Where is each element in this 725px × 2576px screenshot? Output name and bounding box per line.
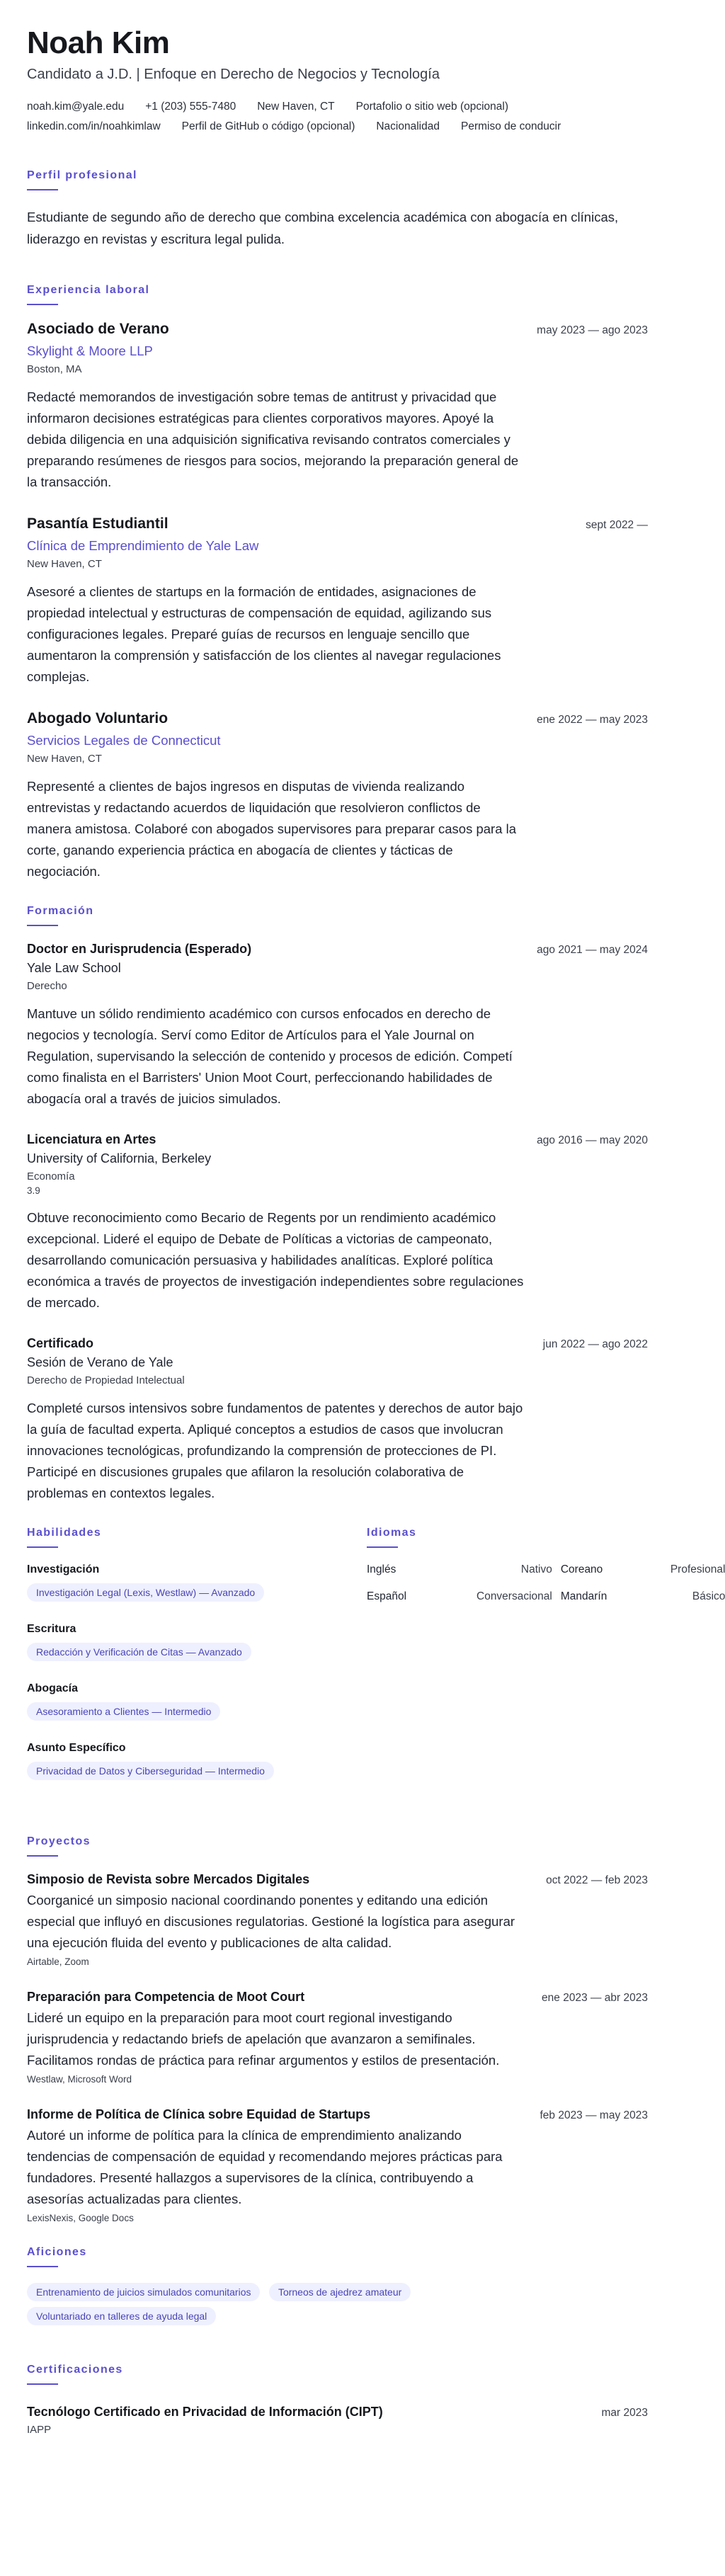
experience-entry xyxy=(27,321,648,493)
school-name: Yale Law School xyxy=(27,961,121,975)
degree-title: Licenciatura en Artes xyxy=(27,1132,156,1146)
section-title: Idiomas xyxy=(367,1527,417,1539)
education-description: Mantuve un sólido rendimiento académico con cursos enfocados en derecho de negocios y tecnología. Serví como Editor de Artículos para el Yale Journal on Regulation, supervisando la selección de contenido y procesos de edición. Competí como finalista en el Barristers' Union Moot Court, perfeccionando habilidades de abogacía oral a través de juicios simulados. xyxy=(27,1006,513,1106)
skill-group xyxy=(27,1563,367,1607)
section-divider xyxy=(27,1855,58,1857)
skill-tag: Redacción y Verificación de Citas — Avanzado xyxy=(27,1643,251,1661)
education-description: Completé cursos intensivos sobre fundamentos de patentes y derechos de autor bajo la guía de facultad experta. Apliqué conceptos a estudios de casos que involucran innovaciones tecnológicas, profundizando la comprensión de protecciones de PI. Participé en discusiones grupales que afilaron la resolución colaborativa de problemas en contextos legales. xyxy=(27,1401,523,1500)
education-section xyxy=(27,905,648,1504)
skill-group xyxy=(27,1623,367,1667)
experience-section xyxy=(27,284,648,882)
resume-header xyxy=(27,25,648,137)
job-title: Abogado Voluntario xyxy=(27,710,169,726)
contact-linkedin[interactable]: linkedin.com/in/noahkimlaw xyxy=(27,120,161,132)
project-name: Informe de Política de Clínica sobre Equidad de Startups xyxy=(27,2107,371,2121)
skill-category: Investigación xyxy=(27,1563,100,1575)
section-divider xyxy=(27,2266,58,2267)
project-tools: Airtable, Zoom xyxy=(27,1956,89,1967)
skill-tag: Privacidad de Datos y Ciberseguridad — Intermedio xyxy=(27,1762,274,1780)
summary-section xyxy=(27,169,648,250)
education-dates: ago 2016 — may 2020 xyxy=(537,1134,648,1146)
section-divider xyxy=(367,1546,398,1548)
section-title: Proyectos xyxy=(27,1835,91,1847)
certification-issuer: IAPP xyxy=(27,2424,52,2436)
job-location: Boston, MA xyxy=(27,363,82,375)
experience-entry xyxy=(27,515,648,688)
hobby-tag: Entrenamiento de juicios simulados comunitarios xyxy=(27,2283,260,2301)
project-tools: Westlaw, Microsoft Word xyxy=(27,2074,132,2085)
field-of-study: Economía xyxy=(27,1170,75,1182)
hobby-tag: Voluntariado en talleres de ayuda legal xyxy=(27,2307,216,2325)
hobbies-section xyxy=(27,2246,648,2331)
education-entry xyxy=(27,1132,648,1313)
section-title: Experiencia laboral xyxy=(27,284,150,296)
job-dates: sept 2022 — xyxy=(586,519,648,531)
language-name: Español xyxy=(367,1590,407,1602)
certification-entry xyxy=(27,2405,648,2436)
hobby-tag: Torneos de ajedrez amateur xyxy=(269,2283,411,2301)
contact-row-1 xyxy=(27,97,648,117)
language-level: Básico xyxy=(692,1590,725,1602)
education-entry xyxy=(27,942,648,1110)
language-name: Mandarín xyxy=(560,1590,607,1602)
language-level: Profesional xyxy=(670,1563,725,1575)
project-dates: feb 2023 — may 2023 xyxy=(540,2109,648,2121)
education-entry xyxy=(27,1336,648,1504)
project-entry xyxy=(27,1872,648,1967)
job-description: Representé a clientes de bajos ingresos en disputas de vivienda realizando entrevistas y redactando acuerdos de liquidación que resolvieron conflictos de manera amistosa. Colaboré con abogados supervisores para preparar casos para la corte, ganando experiencia práctica en abogacía de clientes y tácticas de negociación. xyxy=(27,779,517,879)
language-name: Inglés xyxy=(367,1563,396,1575)
candidate-headline: Candidato a J.D. | Enfoque en Derecho de Negocios y Tecnología xyxy=(27,67,440,82)
degree-title: Doctor en Jurisprudencia (Esperado) xyxy=(27,942,252,956)
section-divider xyxy=(27,925,58,926)
skill-group xyxy=(27,1742,367,1786)
contact-nationality: Nacionalidad xyxy=(376,120,440,132)
job-dates: may 2023 — ago 2023 xyxy=(537,324,648,336)
project-dates: ene 2023 — abr 2023 xyxy=(542,1992,648,2004)
project-entry xyxy=(27,1990,648,2085)
skills-languages-row xyxy=(27,1527,725,1801)
skill-category: Abogacía xyxy=(27,1682,79,1694)
language-level: Conversacional xyxy=(476,1590,552,1602)
contact-license: Permiso de conducir xyxy=(460,120,561,132)
project-description: Coorganicé un simposio nacional coordinando ponentes y editando una edición especial que influyó en discusiones regulatorias. Gestioné la logística para asegurar una ejecución fluida del evento y publicaciones de alta calidad. xyxy=(27,1893,515,1950)
project-name: Preparación para Competencia de Moot Court xyxy=(27,1990,305,2004)
contact-location: New Haven, CT xyxy=(257,101,335,113)
project-name: Simposio de Revista sobre Mercados Digitales xyxy=(27,1872,310,1886)
gpa-value: 3.9 xyxy=(27,1185,40,1196)
field-of-study: Derecho de Propiedad Intelectual xyxy=(27,1374,185,1386)
project-tools: LexisNexis, Google Docs xyxy=(27,2213,134,2223)
section-title: Habilidades xyxy=(27,1527,102,1539)
languages-grid xyxy=(367,1563,725,1603)
projects-section xyxy=(27,1835,648,2223)
contact-email[interactable]: noah.kim@yale.edu xyxy=(27,101,125,113)
section-title: Aficiones xyxy=(27,2246,87,2258)
languages-section xyxy=(367,1527,725,1801)
candidate-name: Noah Kim xyxy=(27,25,170,60)
language-level: Nativo xyxy=(520,1563,552,1575)
job-description: Redacté memorandos de investigación sobre temas de antitrust y privacidad que informaron decisiones estratégicas para clientes corporativos mayores. Apoyé la debida diligencia en una adquisición significativa revisando contratos comerciales y preparando resúmenes de riesgos para socios, mejorando la preparación general de la transacción. xyxy=(27,389,519,489)
hobby-tags xyxy=(27,2283,537,2331)
experience-entry xyxy=(27,710,648,882)
contact-row-2 xyxy=(27,117,648,137)
section-title: Certificaciones xyxy=(27,2364,123,2376)
employer-name: Servicios Legales de Connecticut xyxy=(27,733,221,748)
section-title: Perfil profesional xyxy=(27,169,137,181)
job-dates: ene 2022 — may 2023 xyxy=(537,714,648,726)
skills-section xyxy=(27,1527,367,1801)
skill-tag: Asesoramiento a Clientes — Intermedio xyxy=(27,1702,220,1721)
school-name: Sesión de Verano de Yale xyxy=(27,1355,173,1369)
certification-date: mar 2023 xyxy=(601,2407,648,2419)
contact-phone[interactable]: +1 (203) 555-7480 xyxy=(145,101,236,113)
contact-portfolio[interactable]: Portafolio o sitio web (opcional) xyxy=(355,101,509,113)
project-description: Lideré un equipo en la preparación para moot court regional investigando jurisprudencia y redactando briefs de apelación que avanzaron a semifinales. Facilitamos rondas de práctica para refinar argumentos y estilos de presentación. xyxy=(27,2010,500,2068)
certification-name: Tecnólogo Certificado en Privacidad de Información (CIPT) xyxy=(27,2405,383,2419)
section-divider xyxy=(27,1546,58,1548)
language-name: Coreano xyxy=(560,1563,603,1575)
job-title: Asociado de Verano xyxy=(27,321,169,337)
job-location: New Haven, CT xyxy=(27,558,102,570)
job-location: New Haven, CT xyxy=(27,753,102,765)
skill-tag: Investigación Legal (Lexis, Westlaw) — Avanzado xyxy=(27,1583,264,1602)
job-description: Asesoré a clientes de startups en la formación de entidades, asignaciones de propiedad intelectual y estructuras de compensación de equidad, agilizando sus configuraciones legales. Preparé guías de recursos en lenguaje sencillo que aumentaron la comprensión y satisfacción de los clientes al navegar regulaciones complejas. xyxy=(27,584,501,684)
field-of-study: Derecho xyxy=(27,980,67,992)
employer-name: Clínica de Emprendimiento de Yale Law xyxy=(27,538,259,553)
summary-text: Estudiante de segundo año de derecho que combina excelencia académica con abogacía en clínicas, liderazgo en revistas y escritura legal pulida. xyxy=(27,210,619,246)
certifications-section xyxy=(27,2364,648,2436)
degree-title: Certificado xyxy=(27,1336,94,1350)
education-dates: ago 2021 — may 2024 xyxy=(537,944,648,956)
section-divider xyxy=(27,189,58,190)
school-name: University of California, Berkeley xyxy=(27,1151,212,1166)
project-description: Autoré un informe de política para la clínica de emprendimiento analizando tendencias de compensación de equidad y recomendando mejores prácticas para fundadores. Presenté hallazgos a supervisores de la clínica, contribuyendo a asesorías actualizadas para clientes. xyxy=(27,2128,503,2206)
contact-github[interactable]: Perfil de GitHub o código (opcional) xyxy=(181,120,355,132)
job-title: Pasantía Estudiantil xyxy=(27,515,169,532)
employer-name: Skylight & Moore LLP xyxy=(27,343,153,358)
skill-category: Asunto Específico xyxy=(27,1742,126,1754)
skill-category: Escritura xyxy=(27,1623,76,1635)
education-dates: jun 2022 — ago 2022 xyxy=(542,1338,648,1350)
section-divider xyxy=(27,304,58,305)
skill-group xyxy=(27,1682,367,1726)
project-entry xyxy=(27,2107,648,2223)
project-dates: oct 2022 — feb 2023 xyxy=(546,1874,648,1886)
education-description: Obtuve reconocimiento como Becario de Regents por un rendimiento académico excepcional. Lideré el equipo de Debate de Políticas a victorias de campeonato, desarrollando comunicación persuasiva y habilidades analíticas. Exploré política económica a través de proyectos de investigación independientes sobre regulaciones de mercado. xyxy=(27,1210,524,1310)
section-title: Formación xyxy=(27,905,94,917)
section-divider xyxy=(27,2383,58,2385)
